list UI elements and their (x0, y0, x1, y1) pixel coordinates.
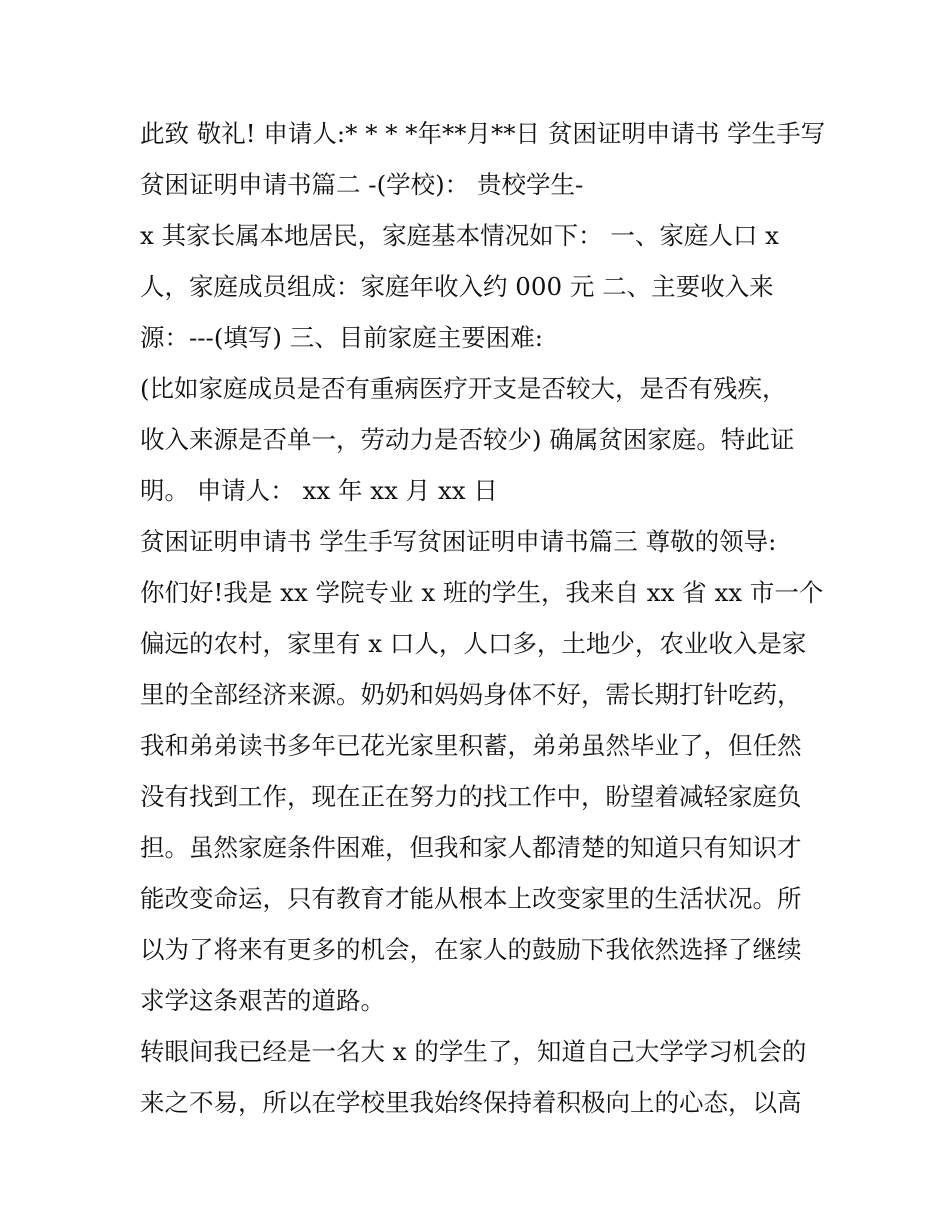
text-line: (比如家庭成员是否有重病医疗开支是否较大，是否有残疾， (140, 374, 787, 403)
text-line: 收入来源是否单一，劳动力是否较少) 确属贫困家庭。特此证 (140, 425, 795, 454)
text-line: 担。虽然家庭条件困难，但我和家人都清楚的知道只有知识才 (140, 833, 802, 862)
text-line: 转眼间我已经是一名大 x 的学生了，知道自己大学学习机会的 (140, 1037, 807, 1066)
text-line: 能改变命运，只有教育才能从根本上改变家里的生活状况。所 (140, 884, 802, 913)
text-line: 以为了将来有更多的机会，在家人的鼓励下我依然选择了继续 (140, 935, 802, 964)
text-line: 来之不易，所以在学校里我始终保持着积极向上的心态，以高 (140, 1088, 802, 1117)
text-line: 里的全部经济来源。奶奶和妈妈身体不好，需长期打针吃药， (140, 680, 802, 709)
text-line: 贫困证明申请书篇二 -(学校)： 贵校学生- (140, 170, 584, 199)
text-line: x 其家长属本地居民，家庭基本情况如下： 一、家庭人口 x (140, 221, 779, 250)
text-line: 此致 敬礼! 申请人:* * * *年**月**日 贫困证明申请书 学生手写 (140, 119, 826, 148)
text-line: 求学这条艰苦的道路。 (140, 986, 385, 1015)
text-line: 贫困证明申请书 学生手写贫困证明申请书篇三 尊敬的领导: (140, 527, 777, 556)
text-line: 没有找到工作，现在正在努力的找工作中，盼望着减轻家庭负 (140, 782, 802, 811)
text-line: 偏远的农村，家里有 x 口人，人口多，土地少，农业收入是家 (140, 629, 807, 658)
text-line: 你们好!我是 xx 学院专业 x 班的学生，我来自 xx 省 xx 市一个 (140, 578, 824, 607)
text-line: 我和弟弟读书多年已花光家里积蓄，弟弟虽然毕业了，但任然 (140, 731, 802, 760)
text-line: 明。 申请人： xx 年 xx 月 xx 日 (140, 476, 498, 505)
document-body (140, 108, 830, 1128)
text-line: 人，家庭成员组成：家庭年收入约 000 元 二、主要收入来 (140, 272, 774, 301)
text-line: 源：---(填写) 三、目前家庭主要困难: (140, 323, 543, 352)
